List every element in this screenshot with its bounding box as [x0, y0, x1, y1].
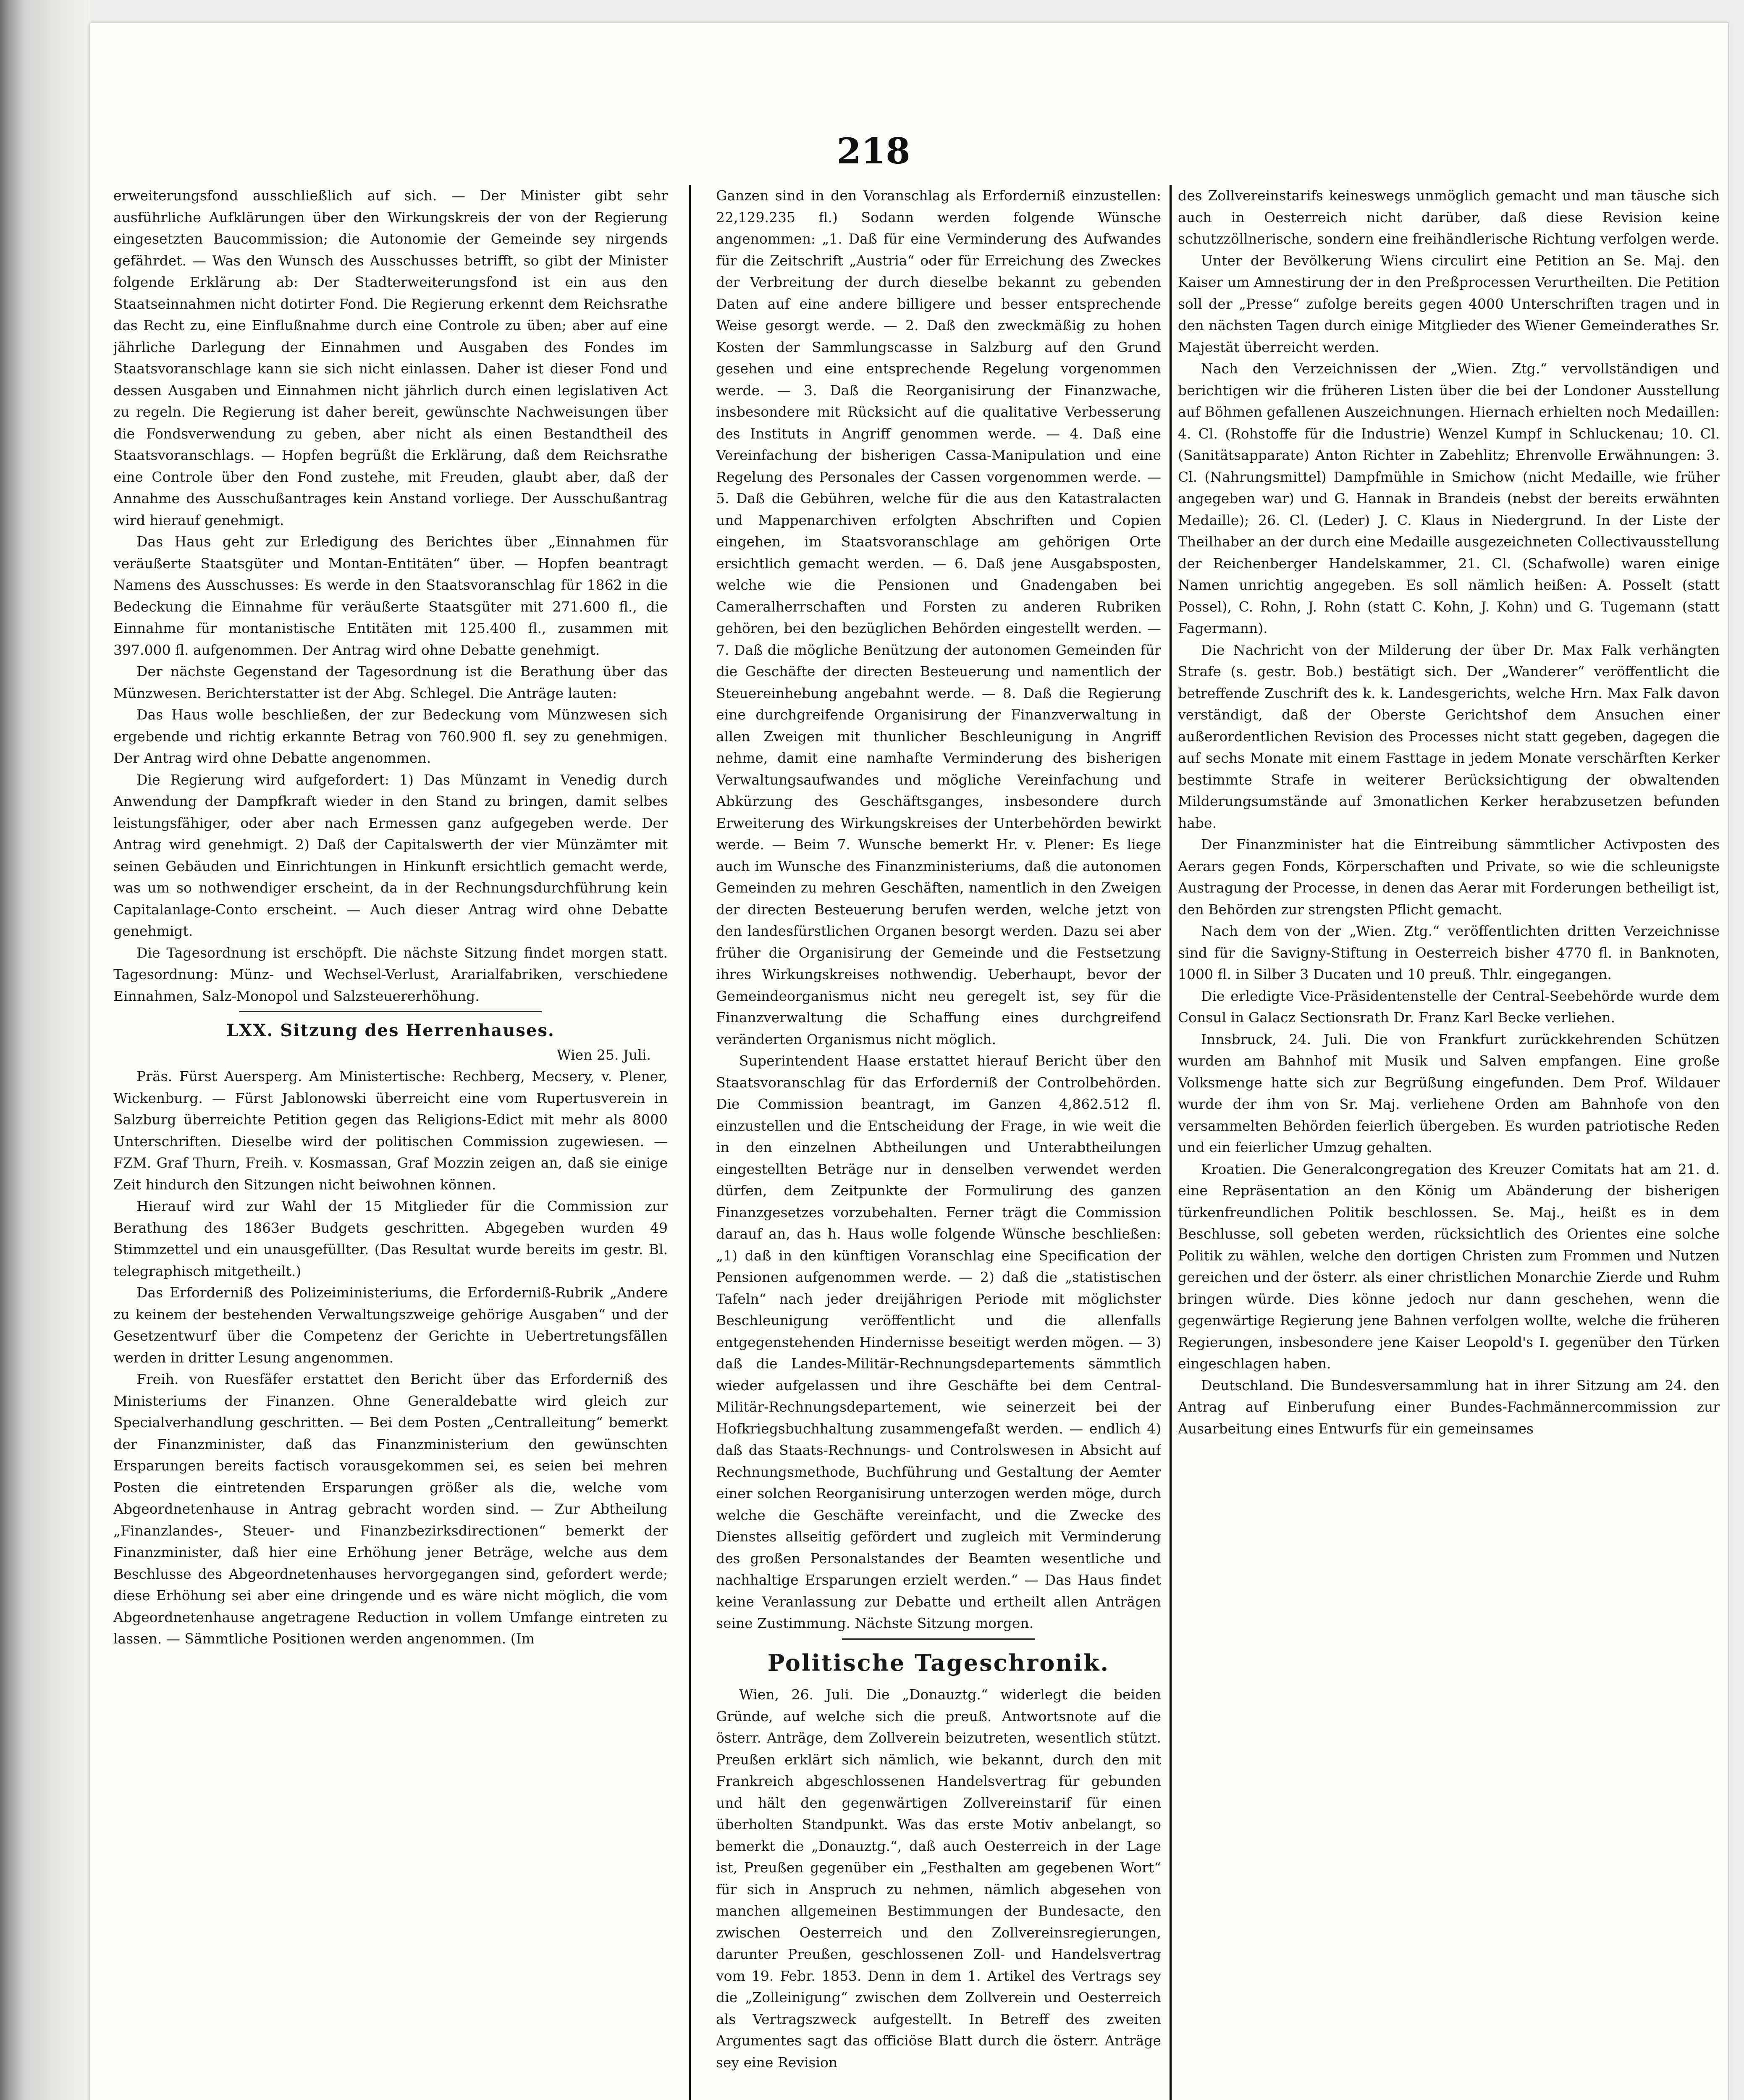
column-rule-left: [689, 185, 691, 2100]
paragraph: Hierauf wird zur Wahl der 15 Mitglieder für die Commission zur Berathung des 1863er Budgets geschritten. Abgegeben wurden 49 Stimmzettel und ein unausgefüllter. (Das Resultat wurde bereits im gestr. Bl. telegraphisch mitgetheilt.): [113, 1198, 668, 1279]
paragraph: erweiterungsfond ausschließlich auf sich. — Der Minister gibt sehr ausführliche Aufklärungen über den Wirkungskreis der von der Regierung eingesetzten Baucommission; die Autonomie der Gemeinde sey nirgends gefährdet. — Was den Wunsch des Ausschusses betrifft, so gibt der Minister folgende Erklärung ab: Der Stadterweiterungsfond ist ein aus den Staatseinnahmen nicht dotirter Fond. Die Regierung erkennt dem Reichsrathe das Recht zu, eine Einflußnahme durch eine Controle zu üben; aber auf eine jährliche Darlegung der Einnahmen und Ausgaben des Fondes im Staatsvoranschlage kann sie sich nicht einlassen. Daher ist dieser Fond und dessen Ausgaben und Einnahmen nicht jährlich durch einen legislativen Act zu regeln. Die Regierung ist daher bereit, gewünschte Nachweisungen über die Fondsverwendung zu geben, aber nicht als einen Bestandtheil des Staatsvoranschlags. — Hopfen begrüßt die Erklärung, daß dem Reichsrathe eine Controle über den Fond zustehe, mit Freuden, glaubt aber, daß der Annahme des Ausschußantrages kein Anstand vorliege. Der Ausschußantrag wird hierauf genehmigt.: [113, 187, 668, 528]
column-right: [1178, 185, 1720, 2100]
paragraph: Die Regierung wird aufgefordert: 1) Das Münzamt in Venedig durch Anwendung der Dampfkraft wieder in den Stand zu bringen, damit selbes leistungsfähiger, oder aber nach Ermessen ganz aufgegeben werde. Der Antrag wird genehmigt. 2) Daß der Capitalswerth der vier Münzämter mit seinen Gebäuden und Einrichtungen in Hinkunft ersichtlich gemacht werde, was um so nothwendiger erscheint, da in der Rechnungsdurchführung kein Capitalanlage-Conto erscheint. — Auch dieser Antrag wird ohne Debatte genehmigt.: [113, 771, 668, 939]
paragraph: Der nächste Gegenstand der Tagesordnung ist die Berathung über das Münzwesen. Berichterstatter ist der Abg. Schlegel. Die Anträge lauten:: [113, 663, 668, 701]
paragraph: Nach den Verzeichnissen der „Wien. Ztg.“ vervollständigen und berichtigen wir die früheren Listen über die bei der Londoner Ausstellung auf Böhmen gefallenen Auszeichnungen. Hiernach erhielten noch Medaillen: 4. Cl. (Rohstoffe für die Industrie) Wenzel Kumpf in Schluckenau; 10. Cl. (Sanitätsapparate) Anton Richter in Zabehlitz; Ehrenvolle Erwähnungen: 3. Cl. (Nahrungsmittel) Dampfmühle in Smichow (nicht Medaille, wie früher angegeben war) und G. Hannak in Brandeis (nebst der bereits erwähnten Medaille); 26. Cl. (Leder) J. C. Klaus in Niedergrund. In der Liste der Theilhaber an der durch eine Medaille ausgezeichneten Collectivausstellung der Reichenberger Handelskammer, 21. Cl. (Schafwolle) waren einige Namen unrichtig angegeben. Es soll nämlich heißen: A. Posselt (statt Possel), C. Rohn, J. Rohn (statt C. Kohn, J. Kohn) und G. Tugemann (statt Fagermann).: [1178, 360, 1720, 636]
column-middle: [716, 185, 1161, 2100]
section-dateline: Wien 25. Juli.: [556, 1046, 651, 1063]
section-heading: LXX. Sitzung des Herrenhauses.: [226, 1021, 555, 1040]
scan-binding-edge: [0, 0, 90, 2100]
paragraph: Das Erforderniß des Polizeiministeriums, die Erforderniß-Rubrik „Andere zu keinem der bestehenden Verwaltungszweige gehörige Ausgaben“ und der Gesetzentwurf über die Competenz der Gerichte in Uebertretungsfällen werden in dritter Lesung angenommen.: [113, 1284, 668, 1366]
paragraph: Kroatien. Die Generalcongregation des Kreuzer Comitats hat am 21. d. eine Repräsentation an den König um Abänderung der bisherigen türkenfreundlichen Politik beschlossen. Se. Maj., heißt es in dem Beschlusse, soll gebeten werden, rücksichtlich des Orientes eine solche Politik zu wählen, welche den dortigen Christen zum Frommen und Nutzen gereichen und der österr. als einer christlichen Monarchie Zierde und Ruhm bringen würde. Dies könne jedoch nur dann geschehen, wenn die gegenwärtige Regierung jene Bahnen verfolgen wollte, welche die früheren Regierungen, insbesondere jene Kaiser Leopold's I. gegenüber den Türken eingeschlagen haben.: [1178, 1160, 1720, 1372]
paragraph: Das Haus wolle beschließen, der zur Bedeckung vom Münzwesen sich ergebende und richtig erkannte Betrag von 760.900 fl. sey zu genehmigen. Der Antrag wird ohne Debatte angenommen.: [113, 706, 668, 766]
paragraph: Ganzen sind in den Voranschlag als Erforderniß einzustellen: 22,129.235 fl.) Sodann werden folgende Wünsche angenommen: „1. Daß für eine Verminderung des Aufwandes für die Zeitschrift „Austria“ oder für Erreichung des Zweckes der Verbreitung der durch dieselbe bekannt zu gebenden Daten auf eine andere billigere und besser entsprechende Weise gesorgt werde. — 2. Daß den zweckmäßig zu hohen Kosten der Sammlungscasse in Salzburg auf den Grund gesehen und eine entsprechende Regelung vorgenommen werde. — 3. Daß die Reorganisirung der Finanzwache, insbesondere mit Rücksicht auf die qualitative Verbesserung des Instituts in Angriff genommen werde. — 4. Daß eine Vereinfachung der bisherigen Cassa-Manipulation und eine Regelung des Personales der Cassen vorgenommen werde. — 5. Daß die Gebühren, welche für die aus den Katastralacten und Mappenarchiven erfolgten Abschriften und Copien eingehen, im Staatsvoranschlage am gehörigen Orte ersichtlich gemacht werden. — 6. Daß jene Ausgabsposten, welche wie die Pensionen und Gnadengaben bei Cameralherrschaften und Forsten zu anderen Rubriken gehören, bei den bezüglichen Behörden eingestellt werden. — 7. Daß die mögliche Benützung der autonomen Gemeinden für die Geschäfte der directen Besteuerung und namentlich der Steuereinhebung angebahnt werde. — 8. Daß die Regierung eine durchgreifende Organisirung der Finanzverwaltung in allen Zweigen mit thunlicher Beschleunigung in Angriff nehme, damit eine namhafte Verminderung des bisherigen Verwaltungsaufwandes und mögliche Vereinfachung und Abkürzung des Geschäftsganges, insbesondere durch Erweiterung des Wirkungskreises der Unterbehörden bewirkt werde. — Beim 7. Wunsche bemerkt Hr. v. Plener: Es liege auch im Wunsche des Finanzministeriums, daß die autonomen Gemeinden zu mehren Geschäften, namentlich in den Zweigen der directen Besteuerung berufen werden, welche jetzt von den landesfürstlichen Organen besorgt werden. Dazu sei aber früher die Organisirung der Gemeinde und die Festsetzung ihres Wirkungskreises nothwendig. Ueberhaupt, bevor der Gemeindeorganismus nicht neu geregelt ist, sey für die Finanzverwaltung die Schaffung eines durchgreifend veränderten Organismus nicht möglich.: [716, 187, 1161, 1047]
paragraph: Präs. Fürst Auersperg. Am Ministertische: Rechberg, Mecsery, v. Plener, Wickenburg. — Fürst Jablonowski überreicht eine vom Rupertusverein in Salzburg überreichte Petition gegen das Religions-Edict mit mehr als 8000 Unterschriften. Dieselbe wird der politischen Commission zugewiesen. — FZM. Graf Thurn, Freih. v. Kosmassan, Graf Mozzin zeigen an, daß sie einige Zeit hindurch den Sitzungen nicht beiwohnen können.: [113, 1068, 668, 1193]
section-heading: Politische Tageschronik.: [767, 1649, 1110, 1676]
section-divider: [239, 1011, 542, 1012]
column-left: [113, 185, 668, 2100]
column-rule-right: [1170, 185, 1172, 2100]
page-number: 218: [837, 130, 910, 172]
paragraph: Die Nachricht von der Milderung der über Dr. Max Falk verhängten Strafe (s. gestr. Bob.) bestätigt sich. Der „Wanderer“ veröffentlicht die betreffende Zuschrift des k. k. Landesgerichts, welche Hrn. Max Falk davon verständigt, daß der Oberste Gerichtshof dem Ansuchen einer außerordentlichen Revision des Processes nicht statt gegeben, dagegen die auf sechs Monate mit einem Fasttage in jedem Monate verschärften Kerker bestimmte Strafe in weiterer Berücksichtigung der obwaltenden Milderungsumstände auf 3monatlichen Kerker herabzusetzen befunden habe.: [1178, 641, 1720, 831]
paragraph: Der Finanzminister hat die Eintreibung sämmtlicher Activposten des Aerars gegen Fonds, Körperschaften und Private, so wie die schleunigste Austragung der Processe, in denen das Aerar mit Forderungen betheiligt ist, den Behörden zur strengsten Pflicht gemacht.: [1178, 836, 1720, 918]
paragraph: Wien, 26. Juli. Die „Donauztg.“ widerlegt die beiden Gründe, auf welche sich die preuß. Antwortsnote auf die österr. Anträge, dem Zollverein beizutreten, wesentlich stützt. Preußen erklärt sich nämlich, wie bekannt, durch den mit Frankreich abgeschlossenen Handelsvertrag für gebunden und hält den gegenwärtigen Zollvereinstarif für einen überholten Standpunkt. Was das erste Motiv anbelangt, so bemerkt die „Donauztg.“, daß auch Oesterreich in der Lage ist, Preußen gegenüber ein „Festhalten am gegebenen Wort“ für sich in Anspruch zu nehmen, nämlich abgesehen von manchen allgemeinen Bestimmungen der Bundesacte, den zwischen Oesterreich und den Zollvereinsregierungen, darunter Preußen, geschlossenen Zoll- und Handelsvertrag vom 19. Febr. 1853. Denn in dem 1. Artikel des Vertrags sey die „Zolleinigung“ zwischen dem Zollverein und Oesterreich als Vertragszweck aufgestellt. In Betreff des zweiten Argumentes sagt das officiöse Blatt durch die österr. Anträge sey eine Revision: [716, 1686, 1161, 2071]
paragraph: Die erledigte Vice-Präsidentenstelle der Central-Seebehörde wurde dem Consul in Galacz Sectionsrath Dr. Franz Karl Becke verliehen.: [1178, 987, 1720, 1026]
paragraph: Die Tagesordnung ist erschöpft. Die nächste Sitzung findet morgen statt. Tagesordnung: Münz- und Wechsel-Verlust, Ararialfabriken, verschiedene Einnahmen, Salz-Monopol und Salzsteuererhöhung.: [113, 944, 668, 1004]
paragraph: Innsbruck, 24. Juli. Die von Frankfurt zurückkehrenden Schützen wurden am Bahnhof mit Musik und Salven empfangen. Eine große Volksmenge hatte sich zur Begrüßung eingefunden. Dem Prof. Wildauer wurde der ihm von Sr. Maj. verliehene Orden am Bahnhofe von den versammelten Behörden feierlich übergeben. Es wurden patriotische Reden und ein feierlicher Umzug gehalten.: [1178, 1031, 1720, 1155]
paragraph: des Zollvereinstarifs keineswegs unmöglich gemacht und man täusche sich auch in Oesterreich nicht darüber, daß diese Revision keine schutzzöllnerische, sondern eine freihändlerische Richtung verfolgen werde.: [1178, 187, 1720, 247]
paragraph: Unter der Bevölkerung Wiens circulirt eine Petition an Se. Maj. den Kaiser um Amnestirung der in den Preßprocessen Verurtheilten. Die Petition soll der „Presse“ zufolge bereits gegen 4000 Unterschriften tragen und in den nächsten Tagen durch einige Mitglieder des Wiener Gemeinderathes Sr. Majestät überreicht werden.: [1178, 252, 1720, 355]
paragraph: Freih. von Ruesfäfer erstattet den Bericht über das Erforderniß des Ministeriums der Finanzen. Ohne Generaldebatte wird gleich zur Specialverhandlung geschritten. — Bei dem Posten „Centralleitung“ bemerkt der Finanzminister, daß das Finanzministerium den gewünschten Ersparungen bereits factisch vorausgekommen sei, es seien bei mehren Posten die eintretenden Ersparungen größer als die, welche vom Abgeordnetenhause in Antrag gebracht worden sind. — Zur Abtheilung „Finanzlandes-, Steuer- und Finanzbezirksdirectionen“ bemerkt der Finanzminister, daß hier eine Erhöhung jener Beträge, welche aus dem Beschlusse des Abgeordnetenhauses hervorgegangen sind, gefordert werde; diese Erhöhung sei aber eine dringende und es wäre nicht möglich, die vom Abgeordnetenhause angetragene Reduction in vollem Umfange eintreten zu lassen. — Sämmtliche Positionen werden angenommen. (Im: [113, 1371, 668, 1647]
paragraph: Das Haus geht zur Erledigung des Berichtes über „Einnahmen für veräußerte Staatsgüter und Montan-Entitäten“ über. — Hopfen beantragt Namens des Ausschusses: Es werde in den Staatsvoranschlag für 1862 in die Bedeckung die Einnahme für veräußerte Staatsgüter mit 271.600 fl., die Einnahme für montanistische Entitäten mit 125.400 fl., zusammen mit 397.000 fl. aufgenommen. Der Antrag wird ohne Debatte genehmigt.: [113, 533, 668, 658]
paragraph: Superintendent Haase erstattet hierauf Bericht über den Staatsvoranschlag für das Erforderniß der Controlbehörden. Die Commission beantragt, im Ganzen 4,862.512 fl. einzustellen und die Entscheidung der Frage, in wie weit die in den einzelnen Abtheilungen und Unterabtheilungen eingestellten Beträge nur in denselben verwendet werden dürfen, dem Zeitpunkte der Formulirung des ganzen Finanzgesetzes vorzubehalten. Ferner trägt die Commission darauf an, das h. Haus wolle folgende Wünsche beschließen: „1) daß in den künftigen Voranschlag eine Specification der Pensionen aufgenommen werde. — 2) daß die „statistischen Tafeln“ nach jeder dreijährigen Periode mit möglichster Beschleunigung veröffentlicht und die allenfalls entgegenstehenden Hindernisse beseitigt werden mögen. — 3) daß die Landes-Militär-Rechnungsdepartements sämmtlich wieder aufgelassen und ihre Geschäfte bei dem Central-Militär-Rechnungsdepartement, wie seinerzeit bei der Hofkriegsbuchhaltung zusammengefaßt werden. — endlich 4) daß das Staats-Rechnungs- und Controlswesen in Absicht auf Rechnungsmethode, Buchführung und Gestaltung der Aemter einer solchen Reorganisirung unterzogen werden möge, durch welche die Geschäfte vereinfacht, und die Zwecke des Dienstes allseitig gefördert und zugleich mit Verminderung des großen Personalstandes der Beamten wesentliche und nachhaltige Ersparungen erzielt werden.“ — Das Haus findet keine Veranlassung zur Debatte und ertheilt allen Anträgen seine Zustimmung. Nächste Sitzung morgen.: [716, 1053, 1161, 1631]
paragraph: Nach dem von der „Wien. Ztg.“ veröffentlichten dritten Verzeichnisse sind für die Savigny-Stiftung in Oesterreich bisher 4770 fl. in Banknoten, 1000 fl. in Silber 3 Ducaten und 10 preuß. Thlr. eingegangen.: [1178, 923, 1720, 982]
section-divider: [842, 1638, 1035, 1640]
paragraph: Deutschland. Die Bundesversammlung hat in ihrer Sitzung am 24. den Antrag auf Einberufung einer Bundes-Fachmännercommission zur Ausarbeitung eines Entwurfs für ein gemeinsames: [1178, 1377, 1720, 1437]
